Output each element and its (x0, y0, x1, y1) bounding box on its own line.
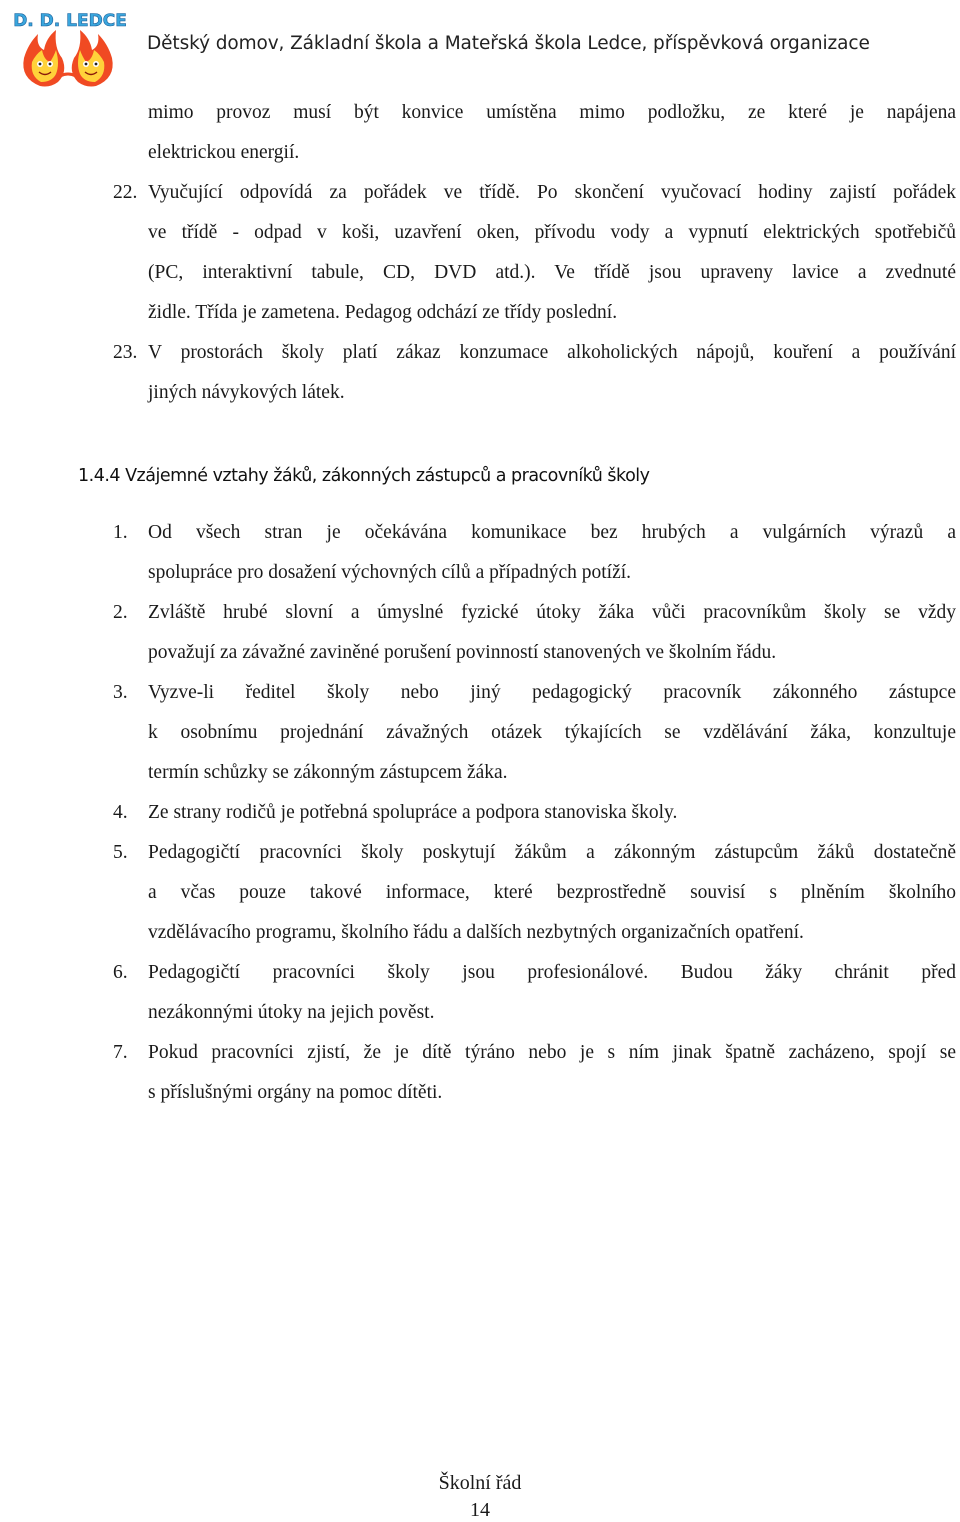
text-line: vzdělávacího programu, školního řádu a dalších nezbytných organizačních opatření. (148, 922, 804, 943)
list-item-number: 23. (113, 342, 138, 363)
text-line: považují za závažné zaviněné porušení povinností stanovených ve školním řádu. (148, 642, 777, 663)
text-line: ve třídě - odpad v koši, uzavření oken, přívodu vody a vypnutí elektrických spotřebičů (148, 222, 956, 243)
page-header (0, 0, 960, 92)
text-line: mimo provoz musí být konvice umístěna mimo podložku, ze které je napájena (148, 102, 956, 123)
text-line: a včas pouze takové informace, které bezprostředně souvisí s plněním školního (148, 882, 956, 903)
list-item-number: 1. (113, 522, 128, 543)
text-line: jiných návykových látek. (148, 382, 345, 403)
list-item-number: 2. (113, 602, 128, 623)
list-item-number: 4. (113, 802, 128, 823)
text-line: židle. Třída je zametena. Pedagog odchází ze třídy poslední. (148, 302, 618, 323)
page-number: 14 (470, 1499, 490, 1521)
list-item-number: 3. (113, 682, 128, 703)
list-item-number: 22. (113, 182, 138, 203)
text-line: Pedagogičtí pracovníci školy jsou profesionálové. Budou žáky chránit před (148, 962, 956, 983)
text-line: V prostorách školy platí zákaz konzumace alkoholických nápojů, kouření a používání (148, 342, 956, 363)
section-heading: 1.4.4 Vzájemné vztahy žáků, zákonných zástupců a pracovníků školy (78, 466, 650, 486)
text-line: Od všech stran je očekávána komunikace bez hrubých a vulgárních výrazů a (148, 522, 956, 543)
list-item-number: 6. (113, 962, 128, 983)
text-line: (PC, interaktivní tabule, CD, DVD atd.). Ve třídě jsou upraveny lavice a zvednuté (148, 262, 956, 283)
list-item-number: 7. (113, 1042, 128, 1063)
logo-text: D. D. LEDCE (13, 11, 127, 31)
text-line: Vyzve-li ředitel školy nebo jiný pedagogický pracovník zákonného zástupce (148, 682, 956, 703)
text-line: s příslušnými orgány na pomoc dítěti. (148, 1082, 443, 1103)
text-line: Vyučující odpovídá za pořádek ve třídě. Po skončení vyučovací hodiny zajistí pořádek (148, 182, 956, 203)
text-line: spolupráce pro dosažení výchovných cílů a případných potíží. (148, 562, 632, 583)
list-item-number: 5. (113, 842, 128, 863)
text-line: elektrickou energií. (148, 142, 300, 163)
text-line: termín schůzky se zákonným zástupcem žáka. (148, 762, 508, 783)
header-org-name: Dětský domov, Základní škola a Mateřská škola Ledce, příspěvková organizace (147, 33, 870, 54)
text-line: k osobnímu projednání závažných otázek týkajících se vzdělávání žáka, konzultuje (148, 722, 956, 743)
text-line: Pedagogičtí pracovníci školy poskytují žákům a zákonným zástupcům žáků dostatečně (148, 842, 956, 863)
two-flame-characters-logo-icon (10, 2, 130, 88)
text-line: Zvláště hrubé slovní a úmyslné fyzické útoky žáka vůči pracovníkům školy se vždy (148, 602, 956, 623)
text-line: Pokud pracovníci zjistí, že je dítě týráno nebo je s ním jinak špatně zacházeno, spojí se (148, 1042, 956, 1063)
footer-title: Školní řád (438, 1472, 522, 1494)
text-line: Ze strany rodičů je potřebná spolupráce a podpora stanoviska školy. (148, 802, 678, 823)
text-line: nezákonnými útoky na jejich pověst. (148, 1002, 435, 1023)
